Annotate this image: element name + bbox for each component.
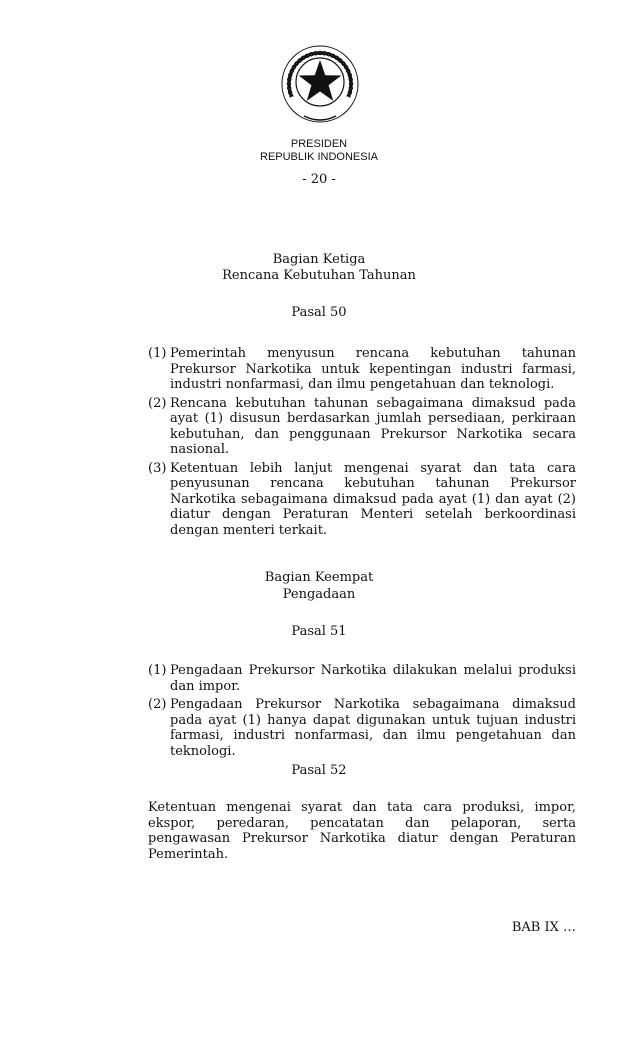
header-republik: REPUBLIK INDONESIA [260,151,378,163]
pasal-50-list [148,346,576,541]
pasal-52-heading: Pasal 52 [291,763,347,778]
item-text: Ketentuan lebih lanjut mengenai syarat dan tata cara penyusunan rencana kebutuhan tahunan Prekursor Narkotika sebagaimana dimaksud pada ayat (1) dan ayat (2) diatur dengan Peraturan Menteri setelah berkoordinasi dengan menteri terkait. [170,460,576,538]
wreath-leaf [348,83,354,90]
section1-bagian: Bagian Ketiga [272,252,366,267]
next-page-catchword: BAB IX … [511,920,576,935]
item-text: Rencana kebutuhan tahunan sebagaimana dimaksud pada ayat (1) disusun berdasarkan jumlah persediaan, perkiraan kebutuhan, dan penggunaan Prekursor Narkotika secara nasional. [170,395,576,457]
item-number: (3) [148,460,167,476]
section1-title: Rencana Kebutuhan Tahunan [222,268,416,283]
list-item [148,663,576,694]
list-item [148,697,576,759]
state-emblem-icon [274,42,366,126]
pasal-50-heading: Pasal 50 [291,305,347,320]
list-item [148,461,576,539]
pasal-51-heading: Pasal 51 [291,624,347,639]
item-text: Pengadaan Prekursor Narkotika sebagaimana dimaksud pada ayat (1) hanya dapat digunakan untuk tujuan industri farmasi, industri nonfarmasi, dan ilmu pengetahuan dan teknologi. [170,697,576,759]
item-text: Pemerintah menyusun rencana kebutuhan tahunan Prekursor Narkotika untuk kepentingan industri farmasi, industri nonfarmasi, dan ilmu pengetahuan dan teknologi. [170,346,576,392]
section2-bagian: Bagian Keempat [264,570,374,585]
item-number: (2) [148,395,167,411]
list-item [148,396,576,458]
section2-title: Pengadaan [282,587,356,602]
header-presiden: PRESIDEN [290,138,348,150]
pasal-51-list [148,663,576,762]
page-number: - 20 - [302,172,336,187]
item-number: (1) [148,346,167,361]
wreath-leaf [286,83,292,90]
pasal-52-text: Ketentuan mengenai syarat dan tata cara produksi, impor, ekspor, peredaran, pencatatan dan pelaporan, serta pengawasan Prekursor Narkotika diatur dengan Peraturan Pemerintah. [148,800,576,862]
item-text: Pengadaan Prekursor Narkotika dilakukan melalui produksi dan impor. [170,663,576,694]
list-item [148,346,576,393]
item-number: (2) [148,697,167,712]
item-number: (1) [148,663,167,678]
